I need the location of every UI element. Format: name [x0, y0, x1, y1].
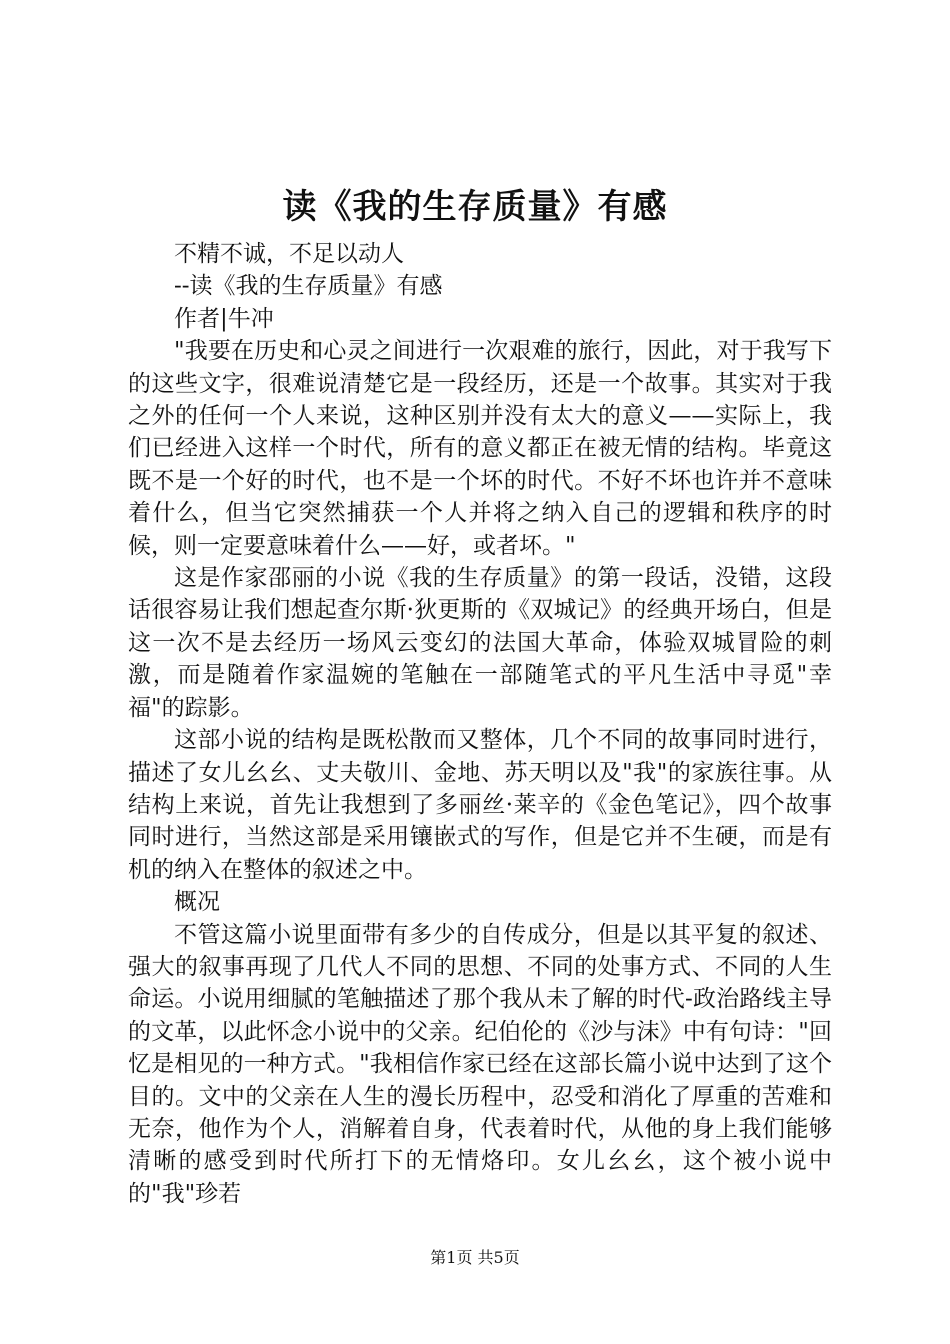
- body-paragraph-heading: 概况: [174, 889, 220, 916]
- body-paragraph: "我要在历史和心灵之间进行一次艰难的旅行，因此，对于我写下的这些文字，很难说清楚它是一段经历，还是一个故事。其实对于我之外的任何一个人来说，这种区别并没有太大的意义——实际上，我们已经进入这样一个时代，所有的意义都正在被无情的结构。毕竟这既不是一个好的时代，也不是一个坏的时代。不好不坏也许并不意味着什么，但当它突然捕获一个人并将之纳入自己的逻辑和秩序的时候，则一定要意味着什么——好，或者坏。": [128, 338, 832, 559]
- page-footer: 第1页 共5页: [430, 1248, 520, 1267]
- body-paragraph: 不管这篇小说里面带有多少的自传成分，但是以其平复的叙述、强大的叙事再现了几代人不同的思想、不同的处事方式、不同的人生命运。小说用细腻的笔触描述了那个我从未了解的时代-政治路线主导的文革，以此怀念小说中的父亲。纪伯伦的《沙与沫》中有句诗："回忆是相见的一种方式。"我相信作家已经在这部长篇小说中达到了这个目的。文中的父亲在人生的漫长历程中，忍受和消化了厚重的苦难和无奈，他作为个人，消解着自身，代表着时代，从他的身上我们能够清晰的感受到时代所打下的无情烙印。女儿幺幺，这个被小说中的"我"珍若: [128, 921, 832, 1207]
- body-paragraph-subtitle-2: --读《我的生存质量》有感: [174, 273, 443, 300]
- body-paragraph: 这是作家邵丽的小说《我的生存质量》的第一段话，没错，这段话很容易让我们想起查尔斯·狄更斯的《双城记》的经典开场白，但是这一次不是去经历一场风云变幻的法国大革命，体验双城冒险的刺激，而是随着作家温婉的笔触在一部随笔式的平凡生活中寻觅"幸福"的踪影。: [128, 565, 832, 721]
- document-body: [128, 238, 832, 1210]
- body-paragraph-subtitle: 不精不诚，不足以动人: [174, 241, 404, 267]
- body-paragraph: 这部小说的结构是既松散而又整体，几个不同的故事同时进行，描述了女儿幺幺、丈夫敬川、金地、苏天明以及"我"的家族往事。从结构上来说，首先让我想到了多丽丝·莱辛的《金色笔记》，四个故事同时进行，当然这部是采用镶嵌式的写作，但是它并不生硬，而是有机的纳入在整体的叙述之中。: [128, 727, 832, 883]
- document-title: 读《我的生存质量》有感: [282, 187, 668, 227]
- body-paragraph-author: 作者|牛冲: [174, 305, 274, 332]
